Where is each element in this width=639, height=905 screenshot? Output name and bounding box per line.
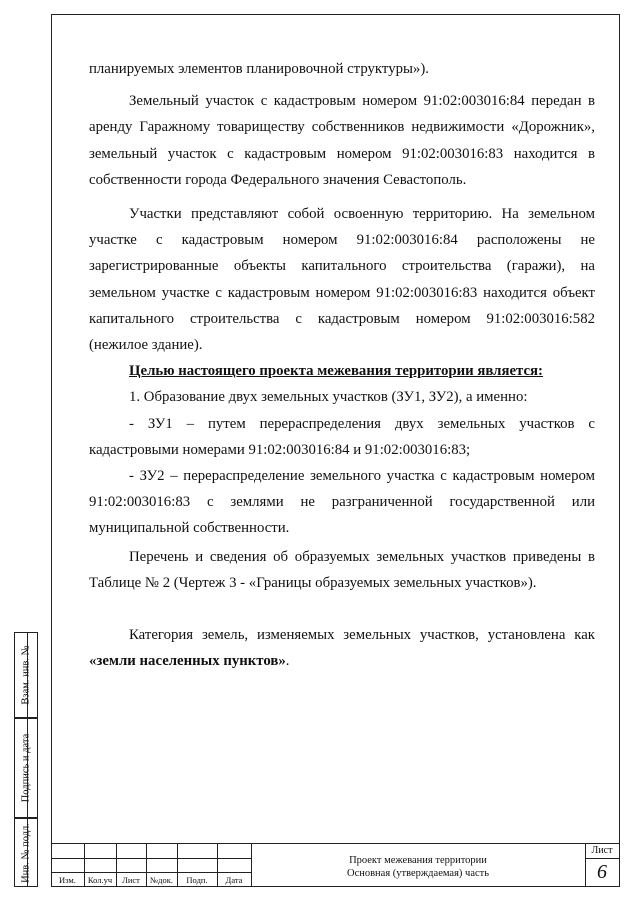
text-line: - ЗУ2 – перераспределение земельного участка с кадастровым номером — [129, 468, 595, 485]
section-heading — [89, 358, 595, 384]
text-line: кадастровыми номерами 91:02:003016:84 и 91:02:003016:83; — [89, 441, 471, 458]
project-title-line1: Проект межевания территории — [349, 855, 487, 866]
sheet-label: Лист — [591, 845, 613, 856]
paragraph-0 — [89, 56, 595, 82]
text-line: зарегистрированные объекты капитального строительства (гаражи), на — [89, 258, 595, 275]
text-line: 91:02:003016:83 с землями не разграниченной государственной или — [89, 494, 595, 511]
col-data: Дата — [225, 875, 243, 885]
text-line: Перечень и сведения об образуемых земельных участков приведены в — [129, 548, 595, 565]
side-stamp-podpis-label: Подпись и дата — [20, 733, 32, 803]
side-stamp-podpis — [14, 718, 38, 818]
side-stamp-vzam — [14, 632, 38, 718]
paragraph-5 — [89, 463, 595, 542]
text-line: Земельный участок с кадастровым номером 91:02:003016:84 передан в — [129, 93, 595, 110]
text-line — [89, 648, 595, 674]
text-line: капитального строительства с кадастровым номером 91:02:003016:582 — [89, 310, 595, 327]
text-line: планируемых элементов планировочной структуры»). — [89, 61, 429, 77]
text-line: Категория земель, изменяемых земельных участков, установлена как — [129, 627, 595, 644]
paragraph-7 — [89, 622, 595, 674]
paragraph-2 — [89, 201, 595, 358]
text-line: 1. Образование двух земельных участков (ЗУ1, ЗУ2), а именно: — [129, 389, 528, 406]
text-line: Таблице № 2 (Чертеж 3 - «Границы образуемых земельных участков»). — [89, 574, 537, 591]
paragraph-3 — [89, 384, 595, 410]
text-line: собственности города Федерального значения Севастополь. — [89, 171, 467, 188]
side-stamp-inv-label: Инв. № подл. — [20, 822, 32, 883]
text-line: (нежилое здание). — [89, 337, 203, 354]
paragraph-4 — [89, 411, 595, 463]
col-podp: Подп. — [186, 875, 208, 885]
text-line: Участки представляют собой освоенную территорию. На земельном — [129, 206, 595, 223]
document-body — [89, 56, 595, 674]
paragraph-6 — [89, 544, 595, 596]
text-line: - ЗУ1 – путем перераспределения двух земельных участков с — [129, 415, 595, 432]
text-tail: . — [285, 653, 290, 670]
col-kol-uch: Кол.уч — [87, 875, 113, 885]
paragraph-1 — [89, 88, 595, 193]
side-stamp-inv — [14, 818, 38, 887]
project-title-line2: Основная (утверждаемая) часть — [346, 868, 490, 879]
bold-term: «земли населенных пунктов» — [89, 653, 286, 670]
text-line: муниципальной собственности. — [89, 520, 290, 537]
text-line: аренду Гаражному товариществу собственников недвижимости «Дорожник», — [89, 119, 595, 136]
col-list: Лист — [122, 875, 140, 885]
text-line: земельном участке с кадастровым номером 91:02:003016:83 находится объект — [89, 284, 595, 301]
sheet-number: 6 — [597, 861, 607, 883]
project-title — [251, 854, 585, 880]
heading-text: Целью настоящего проекта межевания территории является: — [129, 363, 543, 380]
text-line: участке с кадастровым номером 91:02:003016:84 расположены не — [89, 232, 595, 249]
col-izm: Изм. — [59, 875, 76, 885]
side-stamp-vzam-label: Взам. инв. № — [20, 645, 32, 705]
title-block — [51, 843, 620, 887]
col-ndok: №док. — [150, 875, 173, 885]
text-line: земельный участок с кадастровым номером 91:02:003016:83 находится в — [89, 145, 595, 162]
